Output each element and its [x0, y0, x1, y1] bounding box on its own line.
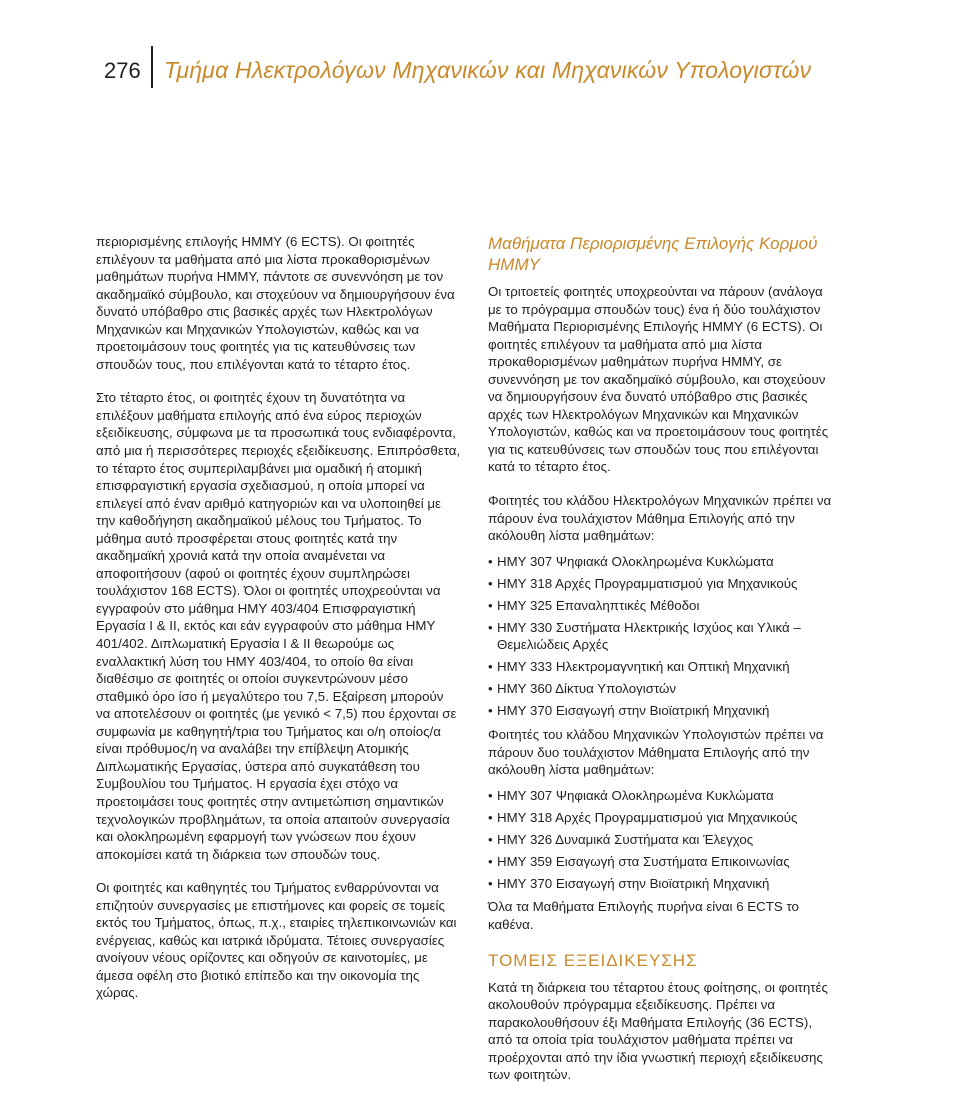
bullet-icon: • [488, 831, 493, 847]
bullet-icon: • [488, 575, 493, 591]
course-label: ΗΜΥ 370 Εισαγωγή στην Βιοϊατρική Μηχανική [497, 875, 770, 891]
section-heading: Μαθήματα Περιορισμένης Επιλογής Κορμού ΗΜΜΥ [488, 234, 818, 274]
bullet-icon: • [488, 681, 493, 697]
bullet-icon: • [488, 703, 493, 719]
bullet-icon: • [488, 659, 493, 675]
list-item [488, 809, 838, 827]
course-label: ΗΜΥ 333 Ηλεκτρομαγνητική και Οπτική Μηχανική [497, 659, 790, 675]
paragraph: Κατά τη διάρκεια του τέταρτου έτους φοίτησης, οι φοιτητές ακολουθούν πρόγραμμα εξειδίκευσης. Πρέπει να παρακολουθήσουν έξι Μαθήματα Επιλογής (36 ECTS), από τα οποία τρία τουλάχιστον μαθήματα πρέπει να προέρχονται από την ίδια γνωστική περιοχή εξειδίκευσης των φοιτητών. [488, 979, 828, 1083]
list-item [488, 680, 838, 698]
course-label: ΗΜΥ 326 Δυναμικά Συστήματα και Έλεγχος [497, 831, 754, 847]
paragraph: περιορισμένης επιλογής ΗΜΜΥ (6 ECTS). Οι φοιτητές επιλέγουν τα μαθήματα από μια λίστα προκαθορισμένων μαθημάτων πυρήνα ΗΜΜΥ, πάντοτε σε συνεννόηση με τον ακαδημαϊκό σύμβουλο, και στοχεύουν να δημιουργήσουν ένα δυνατό υπόβαθρο στις βασικές αρχές των Ηλεκτρολόγων Μηχανικών και Μηχανικών Υπολογιστών, καθώς και να προετοιμάσουν τους φοιτητές για τις κατευθύνσεις των σπουδών τους, που επιλέγονται κατά το τέταρτο έτος. [96, 234, 455, 372]
list-item [488, 619, 838, 654]
course-label: ΗΜΥ 307 Ψηφιακά Ολοκληρωμένα Κυκλώματα [497, 787, 774, 803]
course-label: ΗΜΥ 370 Εισαγωγή στην Βιοϊατρική Μηχανική [497, 703, 770, 719]
bullet-icon: • [488, 875, 493, 891]
bullet-icon: • [488, 853, 493, 869]
paragraph: Οι φοιτητές και καθηγητές του Τμήματος ενθαρρύνονται να επιζητούν συνεργασίες με επιστήμονες και φορείς σε τομείς εκτός του Τμήματος, όπως, π.χ., εταιρίες τηλεπικοινωνιών και ενέργειας, καθώς και ιατρικά ιδρύματα. Τέτοιες συνεργασίες ανοίγουν νέους ορίζοντες και οδηγούν σε καινοτομίες, με άμεσα οφέλη στο βιοτικό επίπεδο και την οικονομία της χώρας. [96, 880, 457, 1001]
ce-course-list [488, 787, 838, 893]
section-heading: ΤΟΜΕΙΣ ΕΞΕΙΔΙΚΕΥΣΗΣ [488, 950, 698, 970]
list-item [488, 658, 838, 676]
course-label: ΗΜΥ 318 Αρχές Προγραμματισμού για Μηχανικούς [497, 809, 798, 825]
course-label: ΗΜΥ 325 Επαναληπτικές Μέθοδοι [497, 597, 700, 613]
list-item [488, 831, 838, 849]
ee-course-list [488, 553, 838, 720]
bullet-icon: • [488, 619, 493, 635]
course-label: ΗΜΥ 360 Δίκτυα Υπολογιστών [497, 681, 677, 697]
bullet-icon: • [488, 597, 493, 613]
course-label: ΗΜΥ 307 Ψηφιακά Ολοκληρωμένα Κυκλώματα [497, 553, 774, 569]
course-label: ΗΜΥ 330 Συστήματα Ηλεκτρικής Ισχύος και Υλικά – Θεμελιώδεις Αρχές [497, 619, 801, 653]
header-divider [151, 46, 153, 88]
page-number: 276 [104, 58, 141, 83]
course-label: ΗΜΥ 359 Εισαγωγή στα Συστήματα Επικοινωνίας [497, 853, 790, 869]
bullet-icon: • [488, 787, 493, 803]
paragraph: Όλα τα Μαθήματα Επιλογής πυρήνα είναι 6 ECTS το καθένα. [488, 899, 799, 932]
list-item [488, 597, 838, 615]
list-item [488, 875, 838, 893]
bullet-icon: • [488, 809, 493, 825]
list-item [488, 575, 838, 593]
list-item [488, 702, 838, 720]
right-column [488, 233, 838, 1100]
paragraph: Οι τριτοετείς φοιτητές υποχρεούνται να πάρουν (ανάλογα με το πρόγραμμα σπουδών τους) ένα ή δύο τουλάχιστον Μαθήματα Περιορισμένης Επιλογής ΗΜΜΥ (6 ECTS). Οι φοιτητές επιλέγουν τα μαθήματα από μια λίστα προκαθορισμένων μαθημάτων πυρήνα ΗΜΜΥ, σε συνεννόηση με τον ακαδημαϊκό σύμβουλο, και στοχεύουν να δημιουργήσουν ένα δυνατό υπόβαθρο στις βασικές αρχές των Ηλεκτρολόγων Μηχανικών και Μηχανικών Υπολογιστών, καθώς και να προετοιμάσουν τους φοιτητές για τις κατευθύνσεις των σπουδών τους που επιλέγονται κατά το τέταρτο έτος. [488, 284, 829, 475]
left-column [96, 233, 461, 1018]
course-label: ΗΜΥ 318 Αρχές Προγραμματισμού για Μηχανικούς [497, 575, 798, 591]
running-title: Τμήμα Ηλεκτρολόγων Μηχανικών και Μηχανικών Υπολογιστών [164, 57, 812, 83]
list-item [488, 853, 838, 871]
list-item [488, 787, 838, 805]
paragraph: Φοιτητές του κλάδου Μηχανικών Υπολογιστών πρέπει να πάρουν δυο τουλάχιστον Μάθηματα Επιλογής από την ακόλουθη λίστα μαθημάτων: [488, 727, 824, 778]
list-item [488, 553, 838, 571]
paragraph: Στο τέταρτο έτος, οι φοιτητές έχουν τη δυνατότητα να επιλέξουν μαθήματα επιλογής από ένα εύρος περιοχών εξειδίκευσης, σύμφωνα με τα προσωπικά τους ενδιαφέροντα, από μια ή περισσότερες περιοχές εξειδίκευσης. Επιπρόσθετα, το τέταρτο έτος συμπεριλαμβάνει μια ομαδική ή ατομική επισφραγιστική εργασία σχεδιασμού, η οποία μπορεί να επιλεγεί από έναν αριθμό κατηγοριών και να υλοποιηθεί με την καθοδήγηση ακαδημαϊκού μέλους του Τμήματος. Το μάθημα αυτό προσφέρεται στους φοιτητές κατά την ακαδημαϊκή χρονιά κατά την οποία αναμένεται να αποφοιτήσουν (αφού οι φοιτητές έχουν συμπληρώσει τουλάχιστον 168 ECTS). Όλοι οι φοιτητές υποχρεούνται να εγγραφούν στο μάθημα ΗΜΥ 403/404 Επισφραγιστική Εργασία Ι & ΙΙ, εκτός και εάν εγγραφούν στο μάθημα ΗΜΥ 401/402. Διπλωματική Εργασία Ι & ΙΙ θεωρούμε ως εναλλακτική λύση του ΗΜΥ 403/404, το οποίο θα είναι διαθέσιμο σε φοιτητές οι οποίοι συγκεντρώνουν μέσο σταθμικό όρο ίσο ή μεγαλύτερο του 7,5. Εξαίρεση μπορούν να αποτελέσουν οι φοιτητές (με γενικό < 7,5) που έρχονται σε συμφωνία με καθηγητή/τρια του Τμήματος και ο/η οποίος/α είναι πρόθυμος/η να αναλάβει την επίβλεψη Ατομικής Διπλωματικής Εργασίας, ύστερα από συγκατάθεση του Συμβουλίου του Τμήματος. Η εργασία έχει στόχο να προετοιμάσει τους φοιτητές στην αντιμετώπιση σημαντικών τεχνολογικών προβλημάτων, τα οποία απαιτούν συνεργασία και ολοκληρωμένη εφαρμογή των γνώσεων που έχουν αποκομίσει κατά τη διάρκεια των σπουδών τους. [96, 390, 461, 862]
paragraph: Φοιτητές του κλάδου Ηλεκτρολόγων Μηχανικών πρέπει να πάρουν ένα τουλάχιστον Μάθημα Επιλογής από την ακόλουθη λίστα μαθημάτων: [488, 493, 832, 544]
page-header [0, 0, 960, 140]
bullet-icon: • [488, 553, 493, 569]
